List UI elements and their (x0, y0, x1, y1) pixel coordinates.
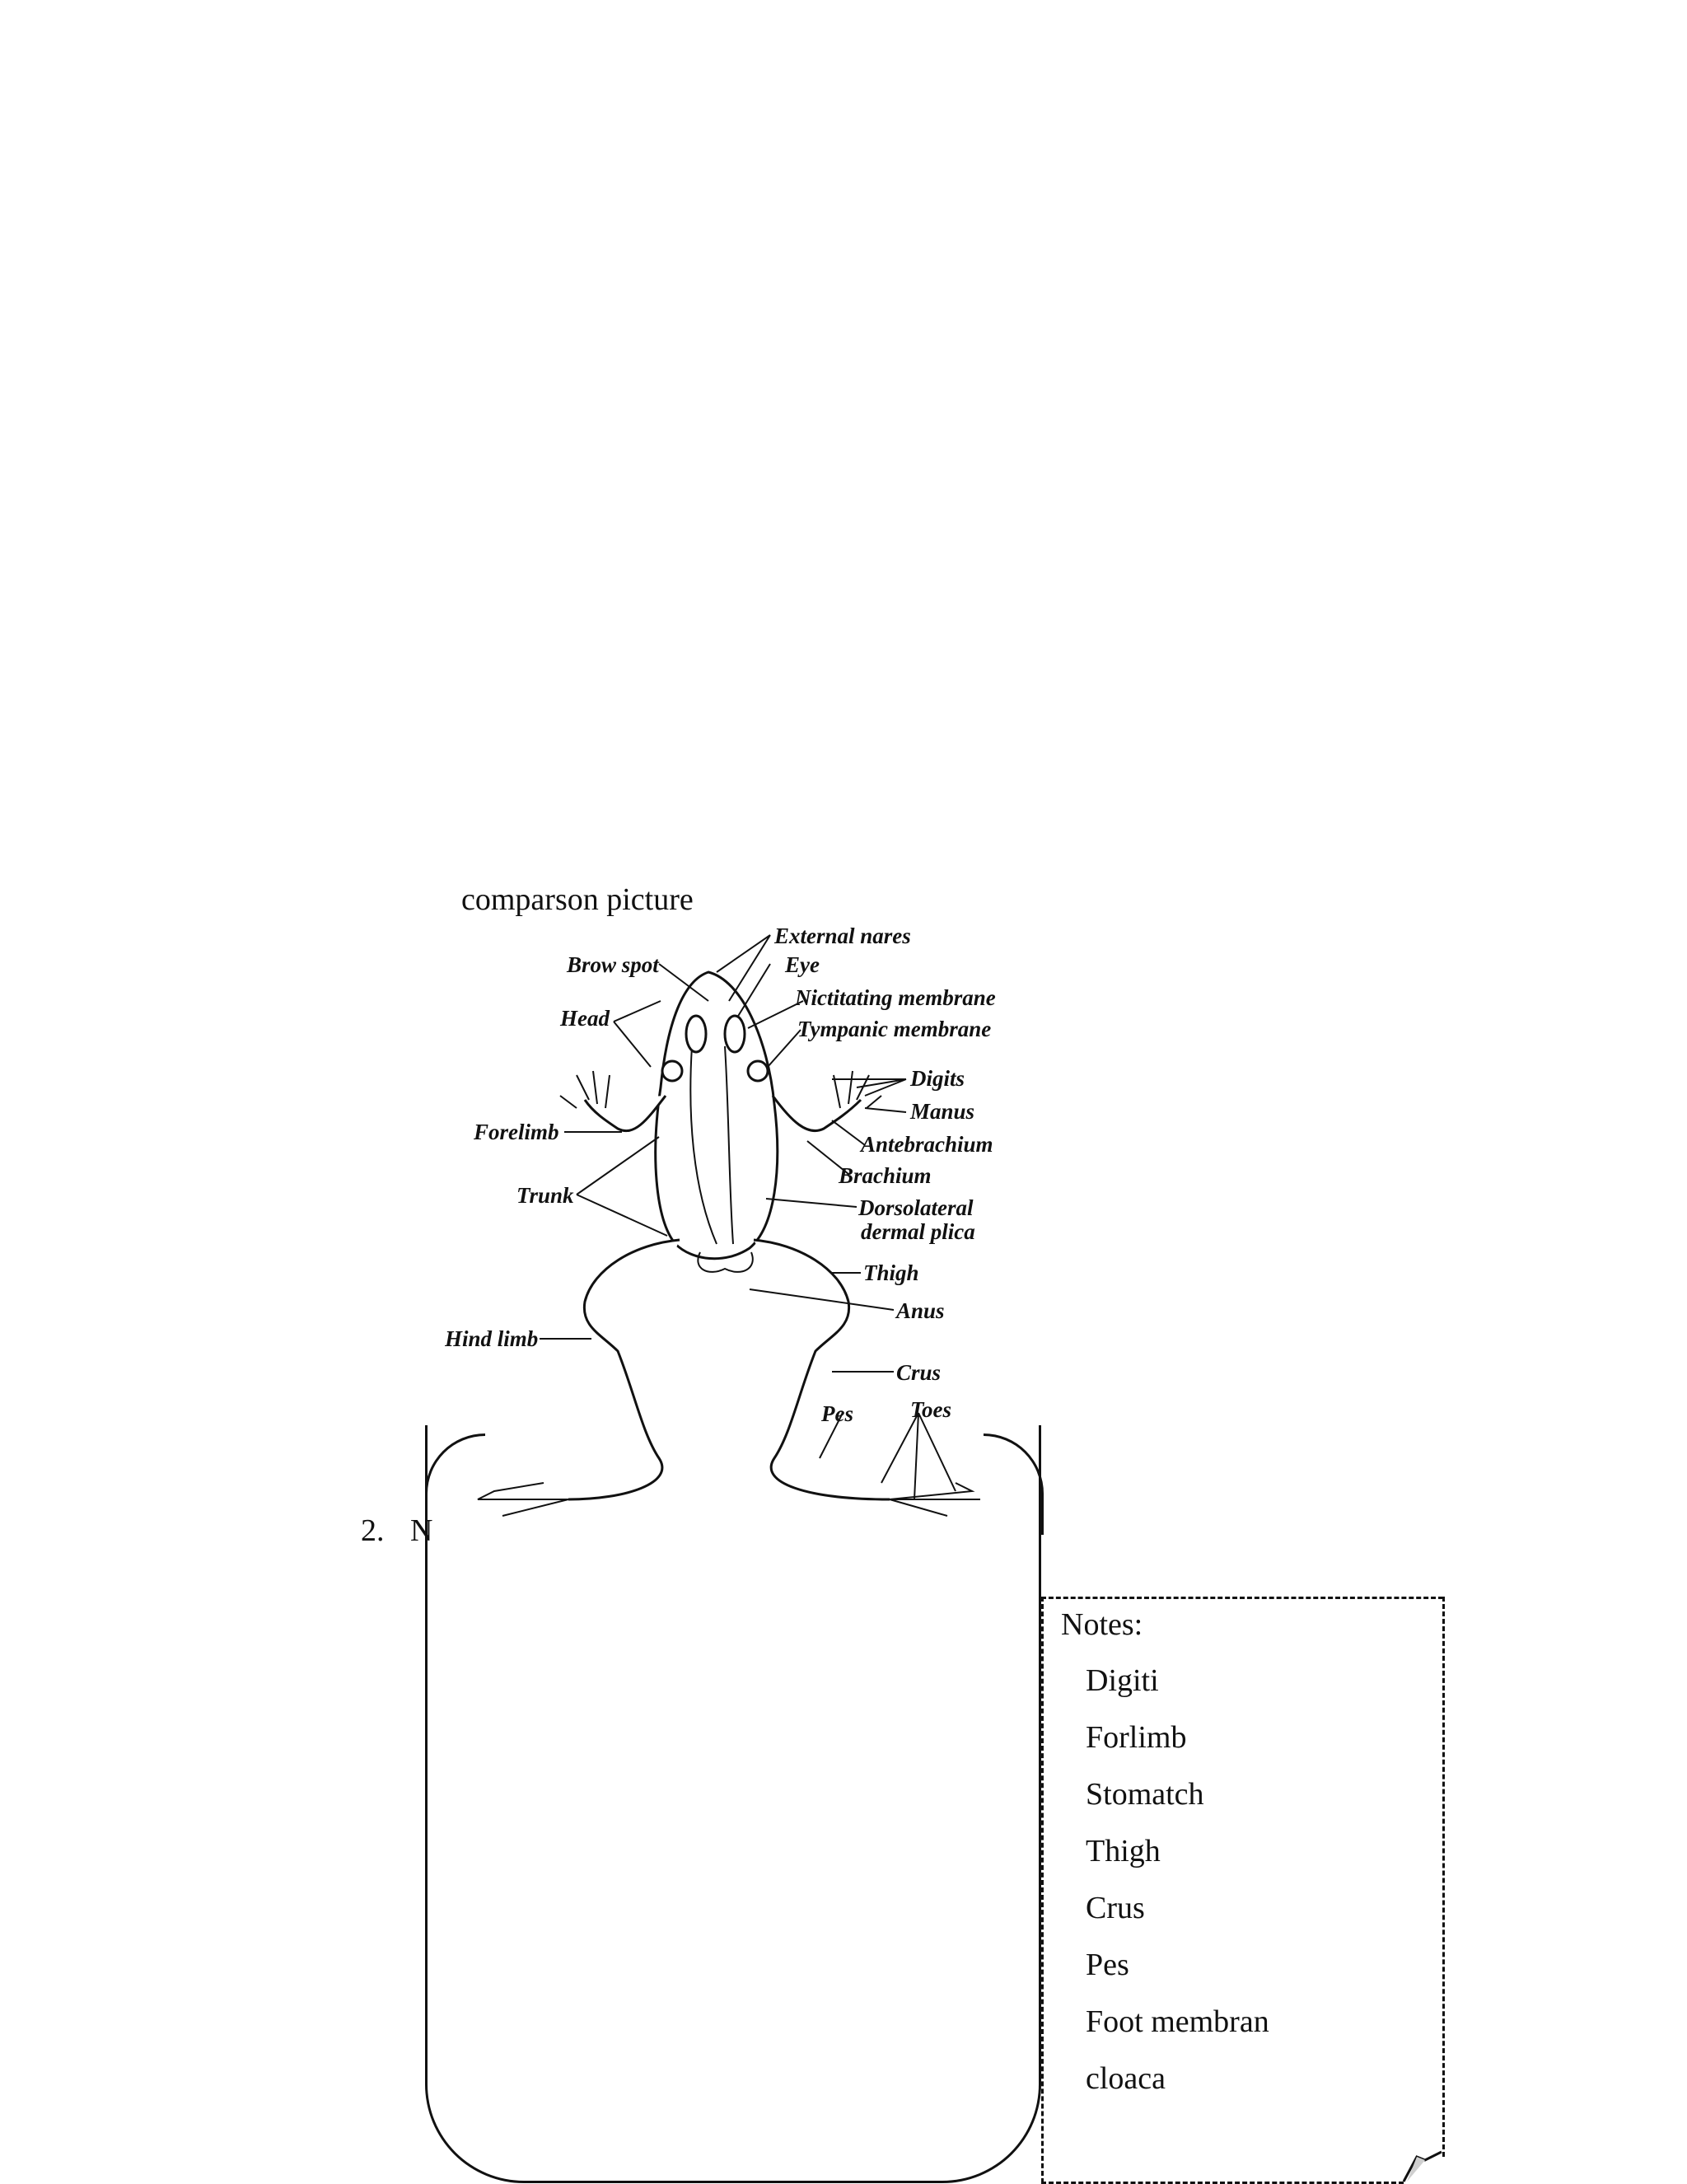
label-pes: Pes (821, 1401, 853, 1426)
note-item: Crus (1086, 1891, 1145, 1925)
label-trunk: Trunk (516, 1183, 574, 1208)
label-hind-limb: Hind limb (445, 1326, 539, 1351)
label-external-nares: External nares (774, 924, 911, 948)
label-head: Head (560, 1006, 610, 1031)
label-dermal-plica: dermal plica (861, 1219, 975, 1244)
label-forelimb: Forelimb (474, 1120, 559, 1144)
label-manus: Manus (910, 1099, 975, 1124)
notes-box-right-edge (1440, 1597, 1445, 2157)
note-item: Stomatch (1086, 1777, 1204, 1812)
label-brow-spot: Brow spot (567, 952, 659, 977)
note-item: Thigh (1086, 1834, 1161, 1868)
note-item: Pes (1086, 1948, 1129, 1982)
label-toes: Toes (910, 1397, 952, 1422)
frog-anatomy-diagram (445, 923, 1021, 1532)
list-item-text: N (410, 1513, 433, 1548)
label-tympanic-membrane: Tympanic membrane (797, 1017, 992, 1041)
caption: comparson picture (461, 882, 694, 917)
note-item: Foot membran (1086, 2004, 1269, 2039)
label-brachium: Brachium (839, 1163, 932, 1188)
page-fold-icon (1400, 2150, 1443, 2183)
label-thigh: Thigh (863, 1260, 919, 1285)
label-eye: Eye (785, 952, 820, 977)
label-crus: Crus (896, 1360, 942, 1385)
label-digits: Digits (910, 1066, 965, 1091)
notes-title: Notes: (1061, 1607, 1143, 1642)
label-antebrachium: Antebrachium (861, 1132, 993, 1157)
label-anus: Anus (896, 1298, 945, 1323)
drawing-frame (425, 1425, 1041, 2183)
label-dorsolateral: Dorsolateral (858, 1195, 974, 1220)
label-nictitating-membrane: Nictitating membrane (795, 985, 996, 1010)
notes-box-bottom-edge (1041, 2180, 1404, 2184)
note-item: Digiti (1086, 1663, 1159, 1698)
note-item: Forlimb (1086, 1720, 1187, 1755)
list-item-number: 2. (361, 1513, 385, 1548)
note-item: cloaca (1086, 2061, 1166, 2096)
